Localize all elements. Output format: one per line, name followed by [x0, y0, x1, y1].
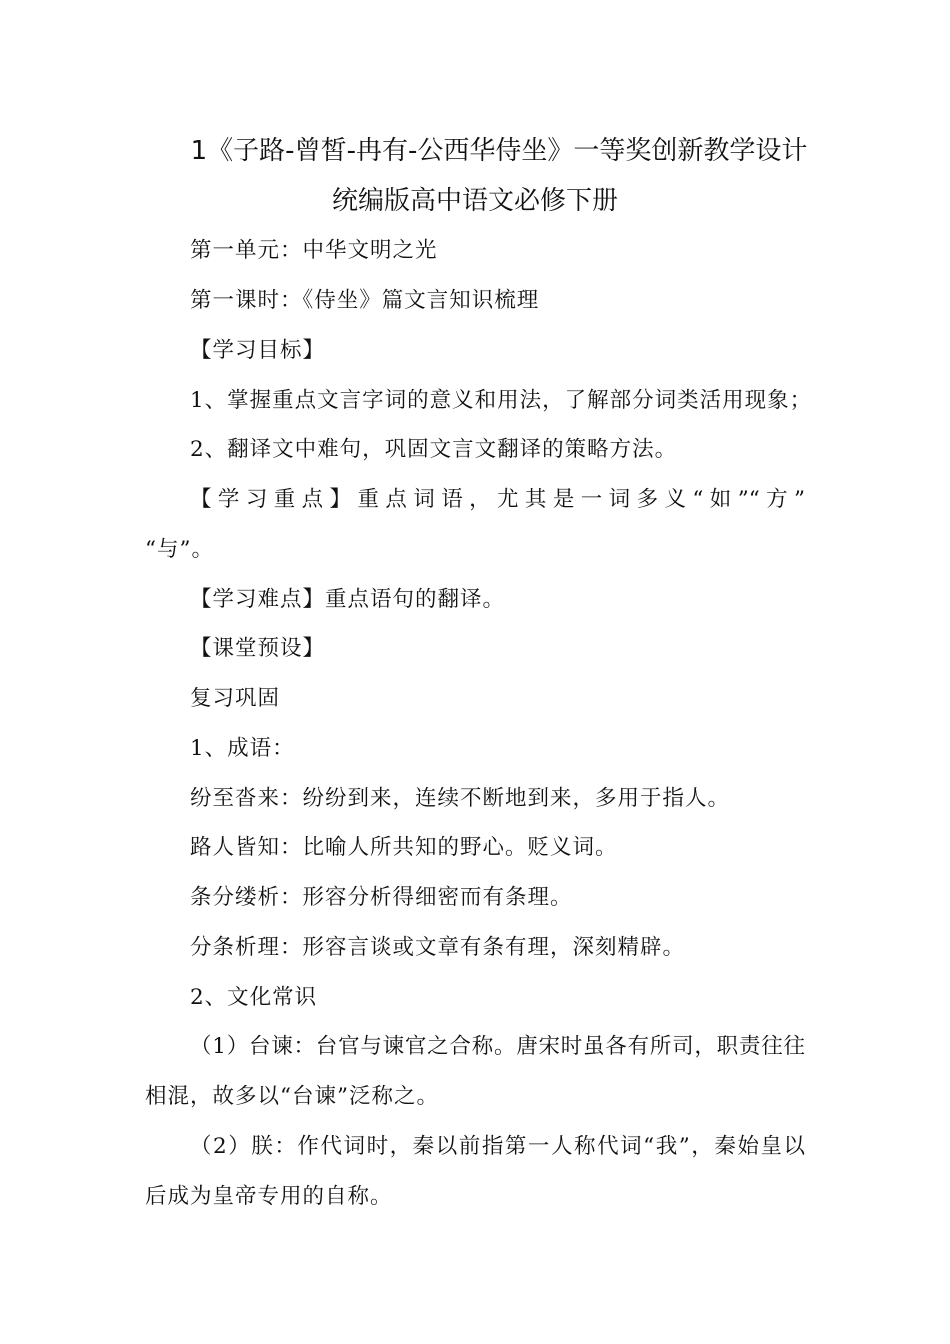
idiom-item-2: 路人皆知：比喻人所共知的野心。贬义词。: [190, 835, 618, 860]
idiom-item-4: 分条析理：形容言谈或文章有条有理，深刻精辟。: [190, 935, 686, 960]
document-title: 1《子路-曾皙-冉有-公西华侍坐》一等奖创新教学设计: [190, 136, 808, 166]
culture-item-1-line-1: （1）台谏：台官与谏官之合称。唐宋时虽各有所司，职责往往: [190, 1034, 805, 1059]
idiom-item-1: 纷至沓来：纷纷到来，连续不断地到来，多用于指人。: [190, 786, 731, 811]
key-points-line-1: 【学习重点】重点词语，尤其是一词多义“如”“方”: [190, 487, 805, 512]
unit-line: 第一单元：中华文明之光: [190, 238, 438, 263]
goal-item-2: 2、翻译文中难句，巩固文言文翻译的策略方法。: [190, 437, 678, 462]
culture-item-2-line-2: 后成为皇帝专用的自称。: [145, 1184, 393, 1209]
idiom-item-3: 条分缕析：形容分析得细密而有条理。: [190, 885, 573, 910]
idioms-heading: 1、成语：: [190, 736, 295, 761]
document-subtitle: 统编版高中语文必修下册: [331, 186, 618, 216]
preset-heading: 【课堂预设】: [190, 636, 326, 661]
culture-item-1-line-2: 相混，故多以“台谏”泛称之。: [145, 1084, 439, 1109]
goal-item-1: 1、掌握重点文言字词的意义和用法，了解部分词类活用现象；: [190, 388, 813, 413]
lesson-line: 第一课时：《侍坐》篇文言知识梳理: [190, 288, 540, 313]
culture-heading: 2、文化常识: [190, 985, 318, 1010]
difficulty-line: 【学习难点】重点语句的翻译。: [190, 587, 506, 612]
review-heading: 复习巩固: [190, 686, 281, 711]
culture-item-2-line-1: （2）朕：作代词时，秦以前指第一人称代词“我”，秦始皇以: [190, 1134, 805, 1159]
goals-heading: 【学习目标】: [190, 338, 326, 363]
key-points-line-2: “与”。: [145, 537, 214, 562]
